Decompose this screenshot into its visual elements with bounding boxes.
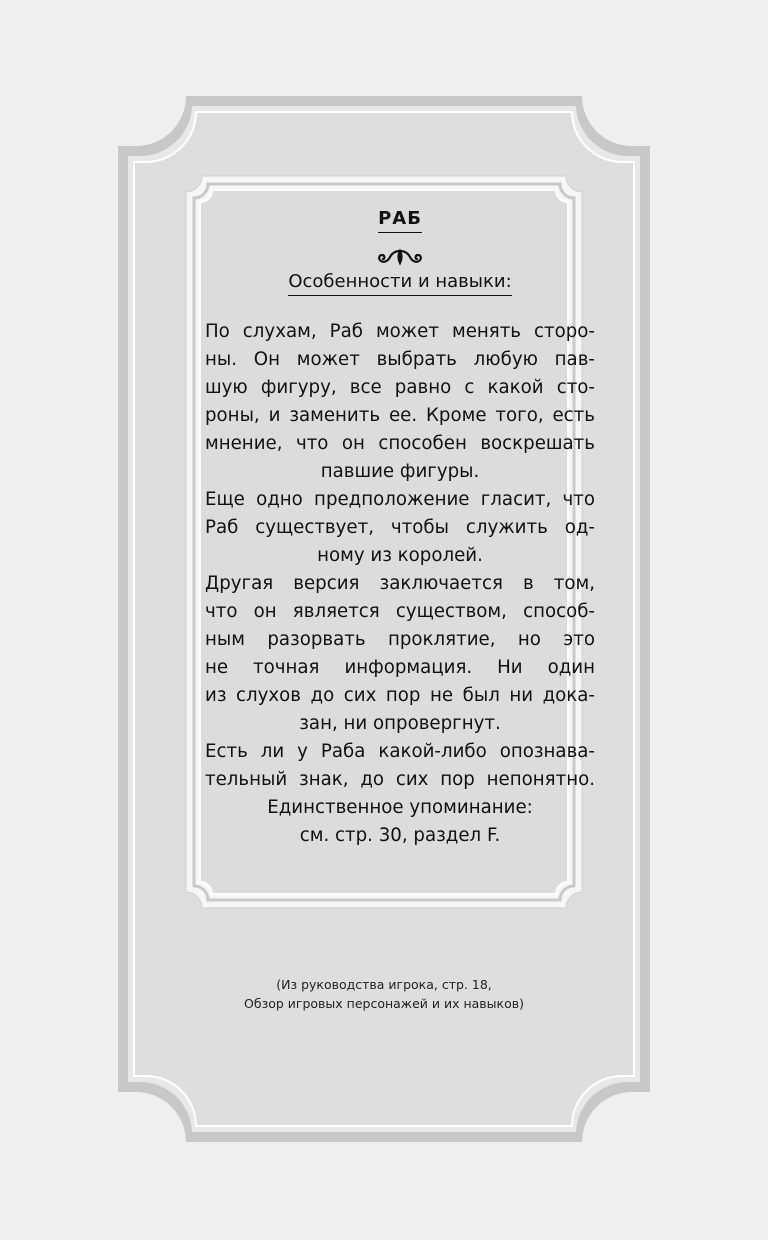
text-line: Есть ли у Раба какой-либо опознава- xyxy=(205,741,595,762)
text-line: шую фигуру, все равно с какой сто- xyxy=(205,377,595,398)
text-line: Раб существует, чтобы служить од- xyxy=(205,517,595,538)
reference-line: Единственное упоминание: xyxy=(267,797,533,818)
footnote-line: Обзор игровых персонажей и их навыков) xyxy=(244,996,524,1011)
text-line: из слухов до сих пор не был ни дока- xyxy=(205,685,595,706)
text-line: Еще одно предположение гласит, что xyxy=(205,489,595,510)
paragraph-3 xyxy=(205,570,595,738)
text-line: мнение, что он способен воскрешать xyxy=(205,433,595,454)
text-line: ны. Он может выбрать любую пав- xyxy=(205,349,595,370)
text-line: зан, ни опровергнут. xyxy=(299,713,501,734)
paragraph-1 xyxy=(205,318,595,486)
text-line: По слухам, Раб может менять сторо- xyxy=(205,321,595,342)
footnote xyxy=(0,975,768,1013)
paragraph-2 xyxy=(205,486,595,570)
reference-block xyxy=(205,794,595,850)
text-line: тельный знак, до сих пор непонятно. xyxy=(205,769,595,790)
text-line: ным разорвать проклятие, но это xyxy=(205,629,595,650)
text-line: Другая версия заключается в том, xyxy=(205,573,595,594)
text-line: павшие фигуры. xyxy=(320,461,480,482)
card-content xyxy=(205,208,595,850)
text-line: не точная информация. Ни один xyxy=(205,657,595,678)
scroll-ornament-icon xyxy=(376,247,424,267)
reference-line: см. стр. 30, раздел F. xyxy=(299,825,501,846)
text-line: что он является существом, способ- xyxy=(205,601,595,622)
card-body xyxy=(205,318,595,850)
card-subtitle: Особенности и навыки: xyxy=(288,271,511,296)
paragraph-4 xyxy=(205,738,595,794)
card-title: РАБ xyxy=(378,208,422,233)
text-line: роны, и заменить ее. Кроме того, есть xyxy=(205,405,595,426)
text-line: ному из королей. xyxy=(317,545,483,566)
footnote-line: (Из руководства игрока, стр. 18, xyxy=(276,977,492,992)
